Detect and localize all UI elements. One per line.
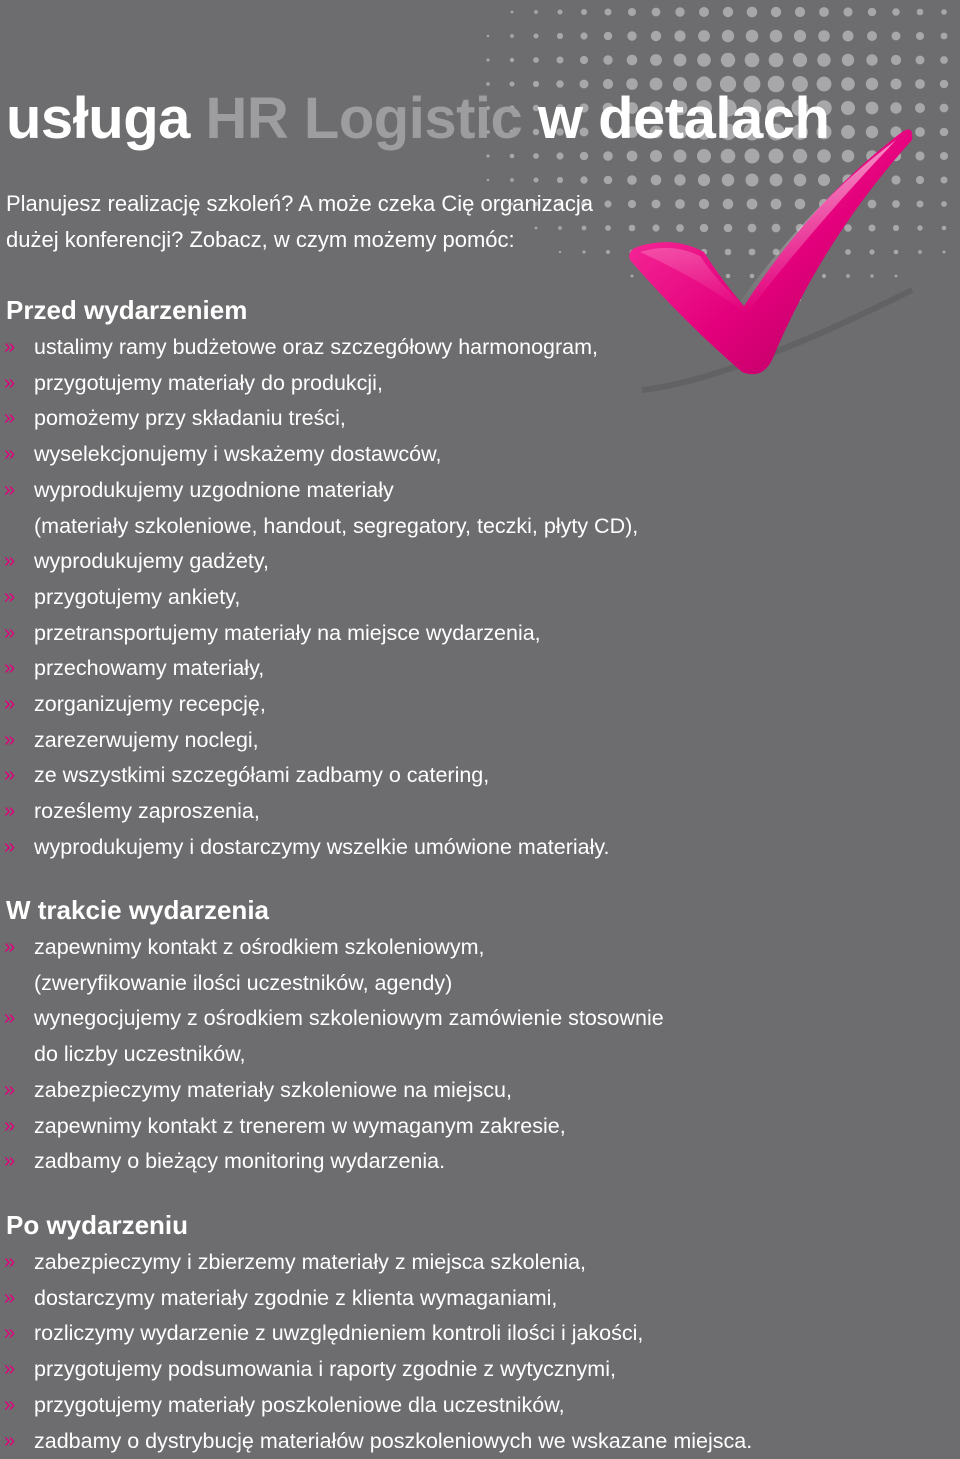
page-title (6, 84, 829, 154)
halftone-dot (534, 178, 539, 183)
list-item-text: przetransportujemy materiały na miejsce wydarzenia, (34, 620, 541, 645)
bullet-marker: » (4, 1358, 16, 1381)
intro-paragraph (6, 186, 646, 258)
halftone-dot (866, 54, 877, 65)
halftone-dot (747, 7, 758, 18)
list-item-text: wyselekcjonujemy i wskażemy dostawców, (34, 442, 442, 467)
halftone-dot (942, 226, 947, 231)
halftone-dot (604, 32, 612, 40)
list-item-text: przechowamy materiały, (34, 656, 265, 681)
halftone-dot (558, 10, 563, 15)
bullet-marker: » (4, 1429, 16, 1452)
halftone-dot (892, 32, 901, 41)
list-item (0, 830, 950, 866)
halftone-dot (651, 31, 661, 41)
halftone-dot (486, 154, 489, 157)
halftone-dot (510, 178, 514, 182)
list-item-text: przygotujemy materiały do produkcji, (34, 370, 383, 395)
halftone-dot (557, 177, 563, 183)
halftone-dot (868, 8, 876, 16)
intro-line-1: Planujesz realizację szkoleń? A może czeka Cię organizacja (6, 191, 593, 216)
halftone-dot (943, 251, 946, 254)
list-item (0, 723, 950, 759)
bullet-marker: » (4, 407, 16, 430)
section-heading-during: W trakcie wydarzenia (6, 895, 269, 925)
halftone-dot (891, 79, 902, 90)
halftone-dot (534, 34, 539, 39)
list-item-text: zadbamy o bieżący monitoring wydarzenia. (34, 1149, 446, 1174)
halftone-dot (867, 31, 877, 41)
bullet-marker: » (4, 835, 16, 858)
list-item-text: przygotujemy materiały poszkoleniowe dla uczestników, (34, 1392, 565, 1417)
halftone-dot (940, 80, 948, 88)
halftone-dot (650, 54, 662, 66)
halftone-dot (510, 58, 514, 62)
halftone-dot (940, 104, 949, 113)
halftone-dot (580, 56, 588, 64)
list-item (0, 544, 950, 580)
halftone-dot (866, 78, 878, 90)
list-item-text: (zweryfikowanie ilości uczestników, agendy) (34, 970, 453, 995)
halftone-dot (793, 53, 807, 67)
halftone-dot (627, 31, 636, 40)
bullet-marker: » (4, 1150, 16, 1173)
bullet-marker: » (4, 443, 16, 466)
halftone-dot (487, 179, 490, 182)
list-item-text: zapewnimy kontakt z trenerem w wymaganym zakresie, (34, 1113, 566, 1138)
list-item (0, 401, 950, 437)
list-before-event (0, 330, 950, 866)
list-item-text: wyprodukujemy uzgodnione materiały (34, 477, 394, 502)
bullet-marker: » (4, 1393, 16, 1416)
bullet-marker: » (4, 800, 16, 823)
halftone-dot (510, 154, 515, 159)
list-item-text: zarezerwujemy noclegi, (34, 727, 259, 752)
halftone-dot (842, 54, 854, 66)
list-item-text: przygotujemy podsumowania i raporty zgodnie z wytycznymi, (34, 1357, 616, 1382)
list-item-text: ustalimy ramy budżetowe oraz szczegółowy harmonogram, (34, 335, 599, 359)
halftone-dot (819, 7, 829, 17)
list-item-text: rozliczymy wydarzenie z uwzględnieniem kontroli ilości i jakości, (34, 1321, 644, 1346)
halftone-dot (557, 33, 563, 39)
bullet-marker: » (4, 1114, 16, 1137)
halftone-dot (534, 10, 538, 14)
list-during-event (0, 930, 950, 1180)
list-item (0, 330, 950, 366)
list-item (0, 366, 950, 402)
halftone-dot (627, 55, 638, 66)
section-heading-after: Po wydarzeniu (6, 1210, 189, 1240)
bullet-marker: » (4, 585, 16, 608)
bullet-marker: » (4, 1078, 16, 1101)
halftone-dot (723, 7, 733, 17)
halftone-dot (941, 9, 947, 15)
list-item (0, 1109, 950, 1145)
halftone-dot (511, 11, 514, 14)
bullet-marker: » (4, 764, 16, 787)
list-item (0, 758, 950, 794)
list-item (0, 930, 950, 1001)
list-item-text: wynegocjujemy z ośrodkiem szkoleniowym zamówienie stosownie (34, 1006, 664, 1031)
halftone-dot (891, 55, 901, 65)
halftone-dot (941, 201, 947, 207)
halftone-dot (917, 9, 924, 16)
title-part-2: w detalach (522, 86, 830, 151)
halftone-dot (794, 30, 806, 42)
bullet-marker: » (4, 1251, 16, 1273)
bullet-marker: » (4, 621, 16, 644)
list-item (0, 616, 950, 652)
bullet-marker: » (4, 728, 16, 751)
halftone-dot (795, 7, 805, 17)
list-item (0, 1424, 950, 1459)
list-item (0, 1144, 950, 1180)
list-item (0, 651, 950, 687)
list-item (0, 1073, 950, 1109)
halftone-dot (892, 8, 900, 16)
bullet-marker: » (4, 1286, 16, 1309)
halftone-dot (843, 31, 854, 42)
bullet-marker: » (4, 550, 16, 573)
halftone-dot (603, 55, 612, 64)
halftone-dot (916, 32, 924, 40)
halftone-dot (605, 9, 612, 16)
section-heading-before: Przed wydarzeniem (6, 295, 248, 325)
list-item-text: dostarczymy materiały zgodnie z klienta wymaganiami, (34, 1285, 558, 1310)
halftone-dot (628, 8, 636, 16)
list-item (0, 473, 950, 544)
halftone-dot (940, 128, 949, 137)
halftone-dot (745, 53, 760, 68)
list-item-text: do liczby uczestników, (34, 1042, 246, 1067)
list-after-event (0, 1245, 950, 1459)
bullet-marker: » (4, 1322, 16, 1345)
halftone-dot (675, 7, 684, 16)
title-part-1: usługa (6, 86, 206, 151)
halftone-dot (941, 33, 948, 40)
halftone-dot (533, 57, 539, 63)
halftone-dot (580, 32, 587, 39)
list-item (0, 1245, 950, 1281)
list-item (0, 1388, 950, 1424)
halftone-dot (581, 9, 587, 15)
halftone-dot (486, 58, 489, 61)
list-item (0, 1281, 950, 1317)
list-item-text: zapewnimy kontakt z ośrodkiem szkoleniowym, (34, 935, 485, 959)
halftone-dot (843, 7, 852, 16)
list-item-text: zadbamy o dystrybucję materiałów poszkoleniowych we wskazane miejsca. (34, 1428, 753, 1453)
halftone-dot (698, 30, 710, 42)
halftone-dot (916, 56, 925, 65)
halftone-dot (699, 7, 709, 17)
bullet-marker: » (4, 336, 16, 358)
halftone-dot (915, 79, 925, 89)
title-highlight: HR Logistic (205, 86, 523, 151)
halftone-dot (674, 54, 687, 67)
halftone-dot (487, 35, 490, 38)
list-item (0, 1352, 950, 1388)
halftone-dot (604, 176, 613, 185)
halftone-dot (510, 34, 514, 38)
list-item (0, 580, 950, 616)
list-item-text: wyprodukujemy i dostarczymy wszelkie umówione materiały. (34, 834, 610, 859)
intro-line-2: dużej konferencji? Zobacz, w czym możemy pomóc: (6, 227, 515, 252)
bullet-marker: » (4, 693, 16, 716)
list-item (0, 437, 950, 473)
list-item (0, 1316, 950, 1352)
halftone-dot (721, 53, 735, 67)
bullet-marker: » (4, 371, 16, 394)
halftone-dot (674, 30, 685, 41)
list-item-text: wyprodukujemy gadżety, (34, 549, 270, 574)
halftone-dot (818, 30, 830, 42)
halftone-dot (769, 53, 784, 68)
halftone-dot (722, 30, 734, 42)
list-item-text: zorganizujemy recepcję, (34, 692, 266, 717)
halftone-dot (941, 177, 948, 184)
halftone-dot (557, 57, 564, 64)
halftone-dot (841, 77, 855, 91)
bullet-marker: » (4, 1007, 16, 1030)
list-item-text: zabezpieczymy i zbierzemy materiały z miejsca szkolenia, (34, 1250, 587, 1274)
bullet-marker: » (4, 657, 16, 680)
halftone-dot (652, 8, 661, 17)
list-item-text: zabezpieczymy materiały szkoleniowe na miejscu, (34, 1077, 512, 1102)
list-item-text: pomożemy przy składaniu treści, (34, 406, 346, 431)
list-item (0, 794, 950, 830)
bullet-marker: » (4, 936, 16, 958)
list-item (0, 687, 950, 723)
list-item-text: (materiały szkoleniowe, handout, segregatory, teczki, płyty CD), (34, 513, 639, 538)
halftone-dot (697, 53, 711, 67)
halftone-dot (770, 30, 783, 43)
list-item-text: roześlemy zaproszenia, (34, 799, 260, 824)
list-item-text: ze wszystkimi szczegółami zadbamy o catering, (34, 763, 490, 788)
halftone-dot (746, 30, 759, 43)
list-item-text: przygotujemy ankiety, (34, 584, 241, 609)
list-item (0, 1001, 950, 1072)
bullet-marker: » (4, 478, 16, 501)
halftone-dot (580, 176, 587, 183)
halftone-dot (771, 7, 781, 17)
halftone-dot (940, 152, 948, 160)
halftone-dot (940, 56, 948, 64)
halftone-dot (817, 53, 830, 66)
